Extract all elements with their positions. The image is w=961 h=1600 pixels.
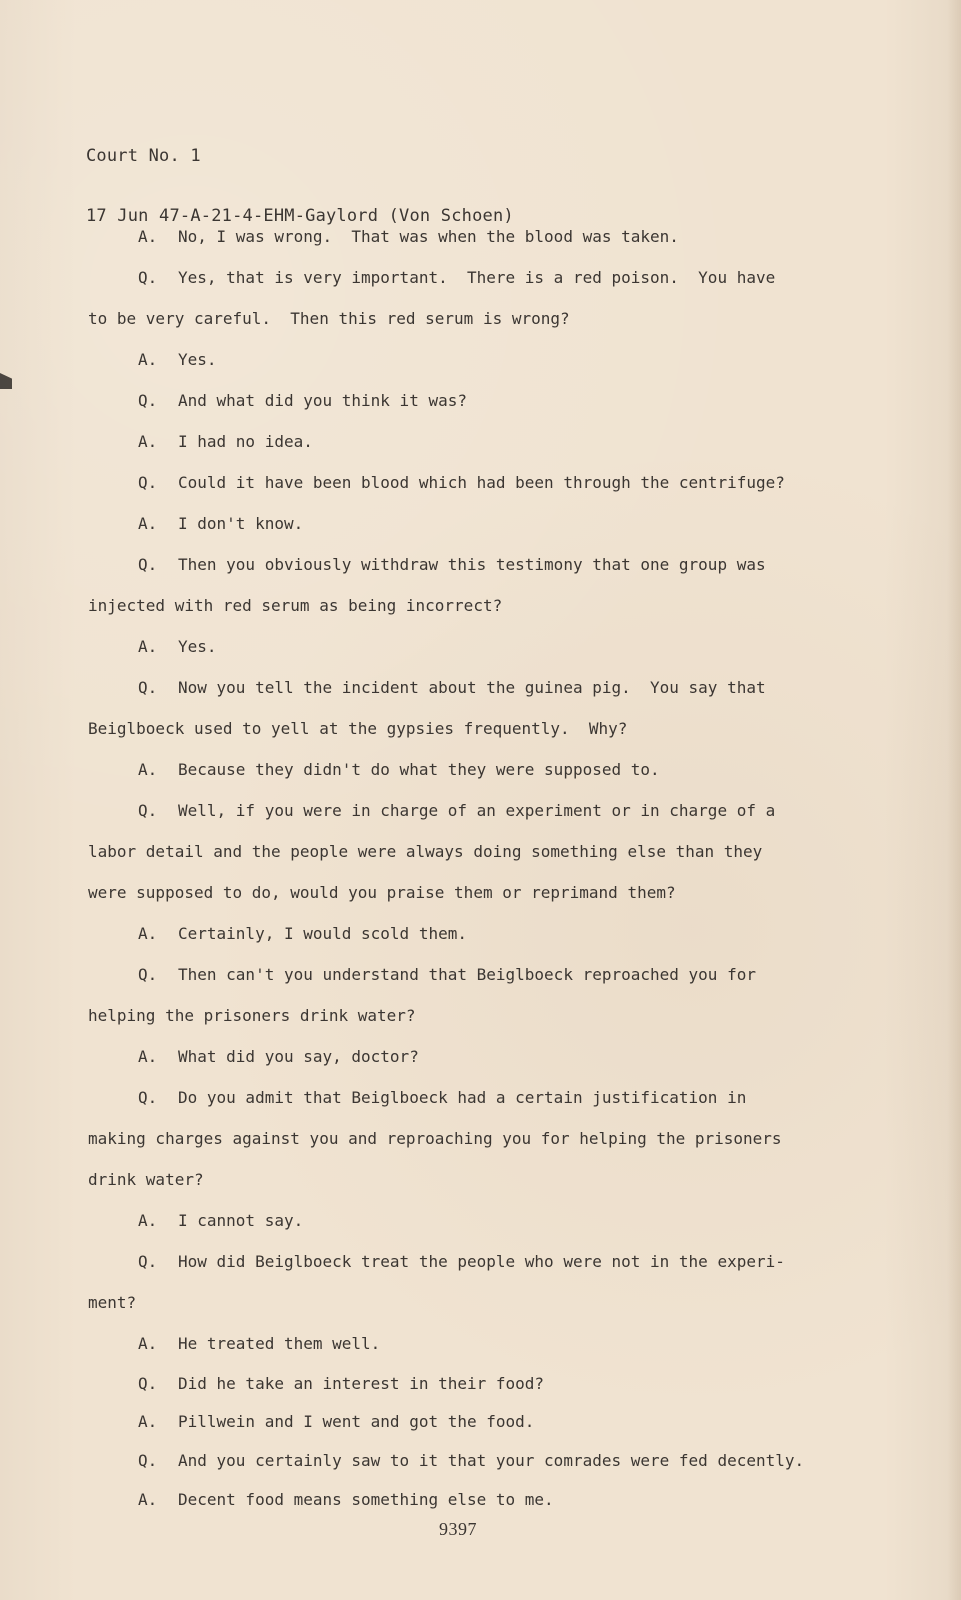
transcript-continuation-line: were supposed to do, would you praise them or reprimand them? [88,883,676,902]
transcript-line: I cannot say. [178,1211,304,1230]
paper-edge-shadow [947,0,961,1600]
transcript-continuation-line: Beiglboeck used to yell at the gypsies frequently. Why? [88,719,628,738]
transcript-line: And you certainly saw to it that your comrades were fed decently. [178,1451,805,1470]
transcript-line: What did you say, doctor? [178,1047,419,1066]
transcript-continuation-line: helping the prisoners drink water? [88,1006,416,1025]
speaker-label: Q. [138,801,158,820]
speaker-label: A. [138,760,158,779]
speaker-label: Q. [138,965,158,984]
transcript-reference: 17 Jun 47-A-21-4-EHM-Gaylord (Von Schoen) [86,206,514,226]
transcript-continuation-line: ment? [88,1293,137,1312]
speaker-label: Q. [138,1252,158,1271]
speaker-label: A. [138,432,158,451]
speaker-label: Q. [138,1374,158,1393]
speaker-label: Q. [138,391,158,410]
speaker-label: Q. [138,268,158,287]
speaker-label: A. [138,1211,158,1230]
transcript-continuation-line: injected with red serum as being incorrect? [88,596,503,615]
speaker-label: A. [138,1047,158,1066]
transcript-line: Pillwein and I went and got the food. [178,1412,535,1431]
transcript-line: Now you tell the incident about the guinea pig. You say that [178,678,766,697]
transcript-line: Do you admit that Beiglboeck had a certain justification in [178,1088,747,1107]
transcript-line: Could it have been blood which had been through the centrifuge? [178,473,785,492]
transcript-line: Then can't you understand that Beiglboeck reproached you for [178,965,756,984]
transcript-continuation-line: to be very careful. Then this red serum is wrong? [88,309,570,328]
transcript-line: I don't know. [178,514,304,533]
transcript-line: Yes. [178,637,217,656]
speaker-label: A. [138,1412,158,1431]
transcript-line: No, I was wrong. That was when the blood was taken. [178,227,679,246]
speaker-label: Q. [138,678,158,697]
binding-mark [0,373,12,389]
transcript-line: Well, if you were in charge of an experiment or in charge of a [178,801,776,820]
transcript-line: Certainly, I would scold them. [178,924,467,943]
court-label: Court No. 1 [86,146,201,166]
speaker-label: A. [138,637,158,656]
speaker-label: A. [138,514,158,533]
transcript-continuation-line: making charges against you and reproaching you for helping the prisoners [88,1129,782,1148]
transcript-line: He treated them well. [178,1334,381,1353]
transcript-line: Yes. [178,350,217,369]
transcript-line: I had no idea. [178,432,313,451]
transcript-continuation-line: labor detail and the people were always doing something else than they [88,842,763,861]
transcript-line: How did Beiglboeck treat the people who were not in the experi- [178,1252,785,1271]
speaker-label: A. [138,924,158,943]
speaker-label: A. [138,350,158,369]
transcript-continuation-line: drink water? [88,1170,204,1189]
speaker-label: Q. [138,555,158,574]
transcript-line: Yes, that is very important. There is a red poison. You have [178,268,776,287]
speaker-label: Q. [138,1451,158,1470]
transcript-line: Did he take an interest in their food? [178,1374,545,1393]
speaker-label: A. [138,227,158,246]
speaker-label: A. [138,1490,158,1509]
speaker-label: A. [138,1334,158,1353]
transcript-line: Then you obviously withdraw this testimony that one group was [178,555,766,574]
page-number: 9397 [439,1519,477,1539]
transcript-line: Decent food means something else to me. [178,1490,554,1509]
transcript-line: And what did you think it was? [178,391,467,410]
speaker-label: Q. [138,1088,158,1107]
speaker-label: Q. [138,473,158,492]
transcript-line: Because they didn't do what they were supposed to. [178,760,660,779]
